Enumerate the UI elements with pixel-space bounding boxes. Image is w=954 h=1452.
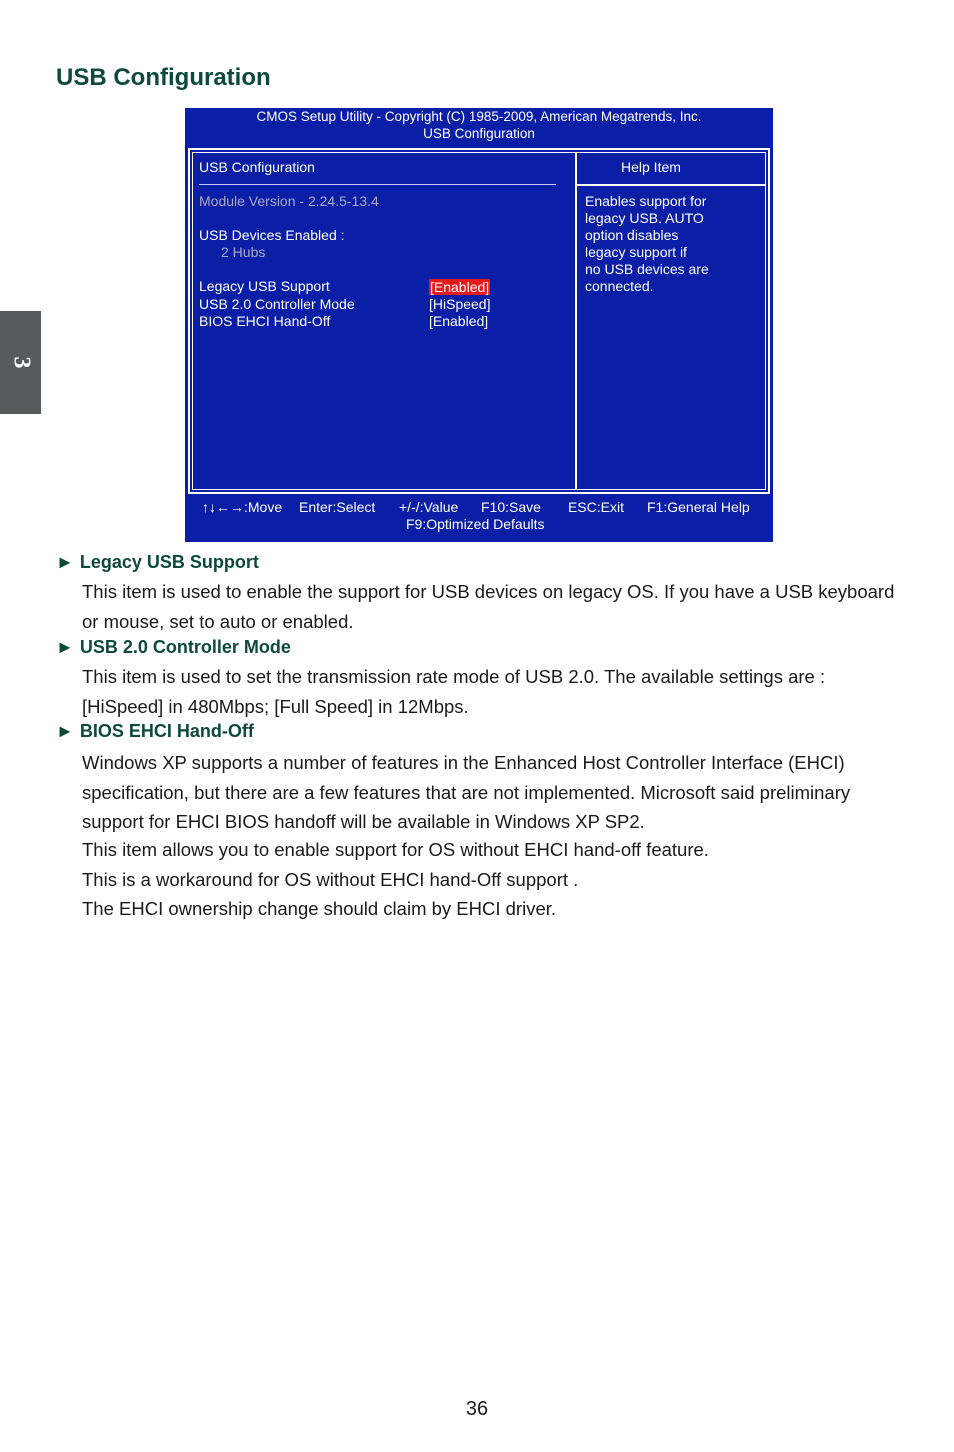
usb-devices-label: USB Devices Enabled : bbox=[199, 227, 345, 243]
panel-divider bbox=[575, 152, 577, 490]
bios-copyright: CMOS Setup Utility - Copyright (C) 1985-2009, American Megatrends, Inc. bbox=[256, 109, 702, 124]
bios-frame bbox=[188, 148, 770, 494]
chapter-number: 3 bbox=[8, 356, 34, 369]
usb-devices-value: 2 Hubs bbox=[221, 244, 266, 260]
bios-key-legend bbox=[185, 499, 773, 533]
help-line: Enables support for bbox=[585, 193, 707, 209]
option-usb20-controller-mode-value[interactable]: [HiSpeed] bbox=[429, 296, 491, 312]
section-heading-usb20-controller-mode: ► USB 2.0 Controller Mode bbox=[56, 637, 291, 657]
arrow-right-icon: ► bbox=[56, 637, 74, 657]
option-legacy-usb-support[interactable]: Legacy USB Support bbox=[199, 278, 330, 294]
key-value: +/-/:Value bbox=[399, 499, 459, 515]
help-line: no USB devices are bbox=[585, 261, 709, 277]
bios-header bbox=[185, 108, 773, 142]
settings-panel-title: USB Configuration bbox=[199, 159, 315, 175]
help-line: legacy USB. AUTO bbox=[585, 210, 704, 226]
section-heading-bios-ehci-hand-off: ► BIOS EHCI Hand-Off bbox=[56, 721, 254, 741]
key-optimized-defaults: F9:Optimized Defaults bbox=[406, 516, 545, 532]
page-number: 36 bbox=[465, 1398, 489, 1420]
arrow-right-icon: ► bbox=[56, 721, 74, 741]
section-body: This is a workaround for OS without EHCI hand-Off support . bbox=[82, 869, 579, 890]
option-legacy-usb-support-value[interactable] bbox=[429, 279, 490, 296]
section-body: Windows XP supports a number of features in the Enhanced Host Controller Interface (EHCI) specification, but there are a few features that are not implemented. Microsoft said preliminary support for EHCI BIOS handoff will be available in Windows XP SP2. bbox=[82, 752, 851, 832]
option-bios-ehci-hand-off-value[interactable]: [Enabled] bbox=[429, 313, 489, 329]
help-panel-title: Help Item bbox=[621, 159, 681, 175]
page-title: USB Configuration bbox=[56, 64, 271, 91]
arrow-right-icon: ► bbox=[56, 552, 74, 572]
section-body: This item is used to set the transmission rate mode of USB 2.0. The available settings are : [HiSpeed] in 480Mbps; [Full Speed] in 12Mbps. bbox=[82, 666, 826, 717]
section-heading-legacy-usb-support: ► Legacy USB Support bbox=[56, 552, 259, 572]
help-line: option disables bbox=[585, 227, 679, 243]
option-bios-ehci-hand-off[interactable]: BIOS EHCI Hand-Off bbox=[199, 313, 331, 329]
key-move: ↑↓←→:Move bbox=[202, 499, 283, 515]
chapter-tab bbox=[0, 311, 41, 414]
section-body: This item allows you to enable support for OS without EHCI hand-off feature. bbox=[82, 839, 709, 860]
bios-screen-title: USB Configuration bbox=[423, 126, 535, 141]
section-body: This item is used to enable the support for USB devices on legacy OS. If you have a USB keyboard or mouse, set to auto or enabled. bbox=[82, 581, 895, 632]
key-save: F10:Save bbox=[481, 499, 541, 515]
help-panel-text bbox=[585, 193, 755, 295]
bios-screenshot bbox=[185, 108, 773, 542]
option-usb20-controller-mode[interactable]: USB 2.0 Controller Mode bbox=[199, 296, 355, 312]
key-general-help: F1:General Help bbox=[647, 499, 750, 515]
section-body: The EHCI ownership change should claim by EHCI driver. bbox=[82, 898, 557, 919]
help-line: legacy support if bbox=[585, 244, 687, 260]
module-version: Module Version - 2.24.5-13.4 bbox=[199, 193, 379, 209]
key-select: Enter:Select bbox=[299, 499, 376, 515]
help-line: connected. bbox=[585, 278, 654, 294]
selected-value-highlight[interactable]: [Enabled] bbox=[430, 279, 490, 295]
key-exit: ESC:Exit bbox=[568, 499, 625, 515]
